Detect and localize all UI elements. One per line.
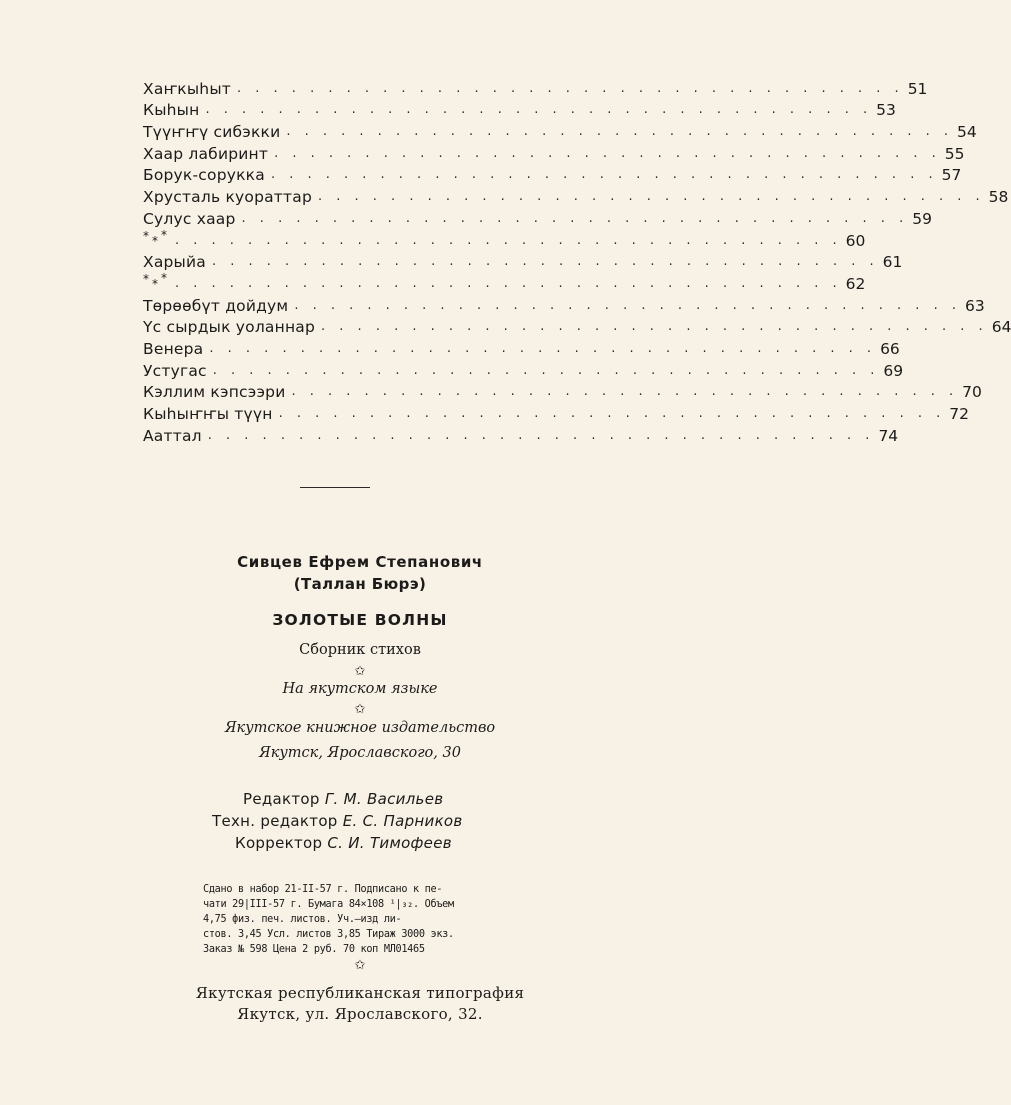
credit-tech-editor (212, 812, 463, 830)
toc-entry-title: Үс сырдык уоланнар (143, 318, 316, 337)
asterism-icon: * * * (143, 270, 168, 291)
credit-person: С. И. Тимофеев (327, 834, 452, 852)
toc-entry (143, 315, 1011, 337)
toc-entry-title: Сулус хаар (143, 209, 236, 228)
toc-leader-dots: . . . . . . . . . . . . . . . . . . . . . . . . . . . . . . . . . . . . . (212, 362, 880, 378)
star-icon: ✩ (354, 664, 366, 679)
toc-leader-dots: . . . . . . . . . . . . . . . . . . . . . . . . . . . . . . . . . . . . . (241, 210, 909, 226)
toc-entry-title (143, 227, 175, 250)
toc-entry-title: Кэллим кэпсээри (143, 383, 286, 402)
toc-entry-title: Кыһыҥҥы түүн (143, 405, 273, 423)
credit-person: Е. С. Парников (342, 812, 463, 830)
toc-entry-page: 69 (883, 361, 904, 380)
toc-entry-page: 54 (957, 123, 977, 142)
toc-entry (143, 401, 969, 423)
toc-leader-dots: . . . . . . . . . . . . . . . . . . . . . . . . . . . . . . . . . . . . . (175, 275, 842, 291)
book-genre: Сборник стихов (299, 642, 421, 658)
toc-entry-title: Хрусталь куораттар (143, 188, 312, 207)
publisher-name: Якутское книжное издательство (224, 720, 496, 736)
printing-details (203, 882, 493, 957)
toc-entry-title: Борук-сорукка (143, 166, 265, 185)
toc-entry-title: Түүҥҥү сибэкки (143, 123, 281, 142)
toc-leader-dots: . . . . . . . . . . . . . . . . . . . . . . . . . . . . . . . . . . . . . (209, 340, 877, 356)
asterism-icon: * * * (143, 227, 168, 248)
toc-entry-page: 53 (876, 101, 896, 120)
toc-entry-page: 63 (964, 296, 985, 315)
toc-entry (143, 423, 899, 445)
toc-leader-dots: . . . . . . . . . . . . . . . . . . . . . . . . . . . . . . . . . . . . . (294, 297, 961, 313)
toc-entry-page: 51 (907, 79, 928, 98)
author-name: Сивцев Ефрем Степанович (237, 553, 483, 571)
star-icon: ✩ (354, 958, 366, 973)
toc-entry-title: Кыһын (143, 101, 200, 120)
printing-line: 4,75 физ. печ. листов. Уч.—изд ли- (203, 914, 402, 925)
printing-line: чати 29|III-57 г. Бумага 84×108 ¹|₃₂. Объем (203, 899, 454, 910)
credit-role: Корректор (235, 834, 323, 852)
toc-leader-dots: . . . . . . . . . . . . . . . . . . . . . . . . . . . . . . . . . . . . . (207, 427, 875, 443)
printing-line: Сдано в набор 21-II-57 г. Подписано к пе- (203, 884, 443, 895)
book-language: На якутском языке (282, 681, 438, 697)
toc-entry-title: Устугас (143, 361, 207, 380)
toc-entry-page: 72 (949, 405, 969, 423)
toc-entry-title: Хаҥкыһыт (143, 79, 232, 98)
toc-entry-page: 66 (880, 339, 900, 358)
star-icon: ✩ (354, 702, 366, 717)
toc-entry-page: 62 (845, 274, 866, 293)
toc-entry-title: Төрөөбүт дойдум (143, 296, 289, 315)
printing-line: Заказ № 598 Цена 2 руб. 70 коп МЛ01465 (203, 944, 425, 955)
toc-entry-page: 60 (845, 231, 866, 250)
author-pseudonym: (Таллан Бюрэ) (293, 575, 427, 593)
table-of-contents (143, 76, 1011, 445)
toc-leader-dots: . . . . . . . . . . . . . . . . . . . . . . . . . . . . . . . . . . . . . (237, 80, 904, 96)
credit-person: Г. М. Васильев (324, 790, 444, 808)
toc-entry (143, 163, 962, 185)
toc-entry-title: Венера (143, 339, 204, 358)
toc-entry-title: Хаар лабиринт (143, 144, 269, 163)
toc-entry-page: 55 (944, 144, 965, 163)
toc-entry-page: 64 (991, 318, 1011, 337)
toc-entry-title: Харыйа (143, 253, 206, 272)
toc-entry (143, 141, 965, 163)
printer-address: Якутск, ул. Ярославского, 32. (237, 1005, 483, 1023)
toc-entry-title: Ааттал (143, 426, 202, 445)
toc-leader-dots: . . . . . . . . . . . . . . . . . . . . . . . . . . . . . . . . . . . . . (211, 254, 879, 270)
toc-entry (143, 336, 900, 358)
section-divider (300, 487, 370, 488)
toc-entry (143, 270, 866, 293)
toc-entry-page: 59 (912, 209, 932, 228)
toc-leader-dots: . . . . . . . . . . . . . . . . . . . . . . . . . . . . . . . . . . . . . (321, 319, 988, 335)
toc-entry-page: 58 (988, 188, 1009, 207)
toc-entry (143, 76, 928, 98)
toc-entry (143, 184, 1009, 207)
toc-leader-dots: . . . . . . . . . . . . . . . . . . . . . . . . . . . . . . . . . . . . . (274, 145, 941, 161)
book-title: ЗОЛОТЫЕ ВОЛНЫ (272, 611, 448, 629)
credit-proofreader (235, 834, 452, 852)
toc-entry (143, 119, 977, 142)
toc-entry (143, 293, 985, 315)
credit-role: Редактор (243, 790, 320, 808)
toc-leader-dots: . . . . . . . . . . . . . . . . . . . . . . . . . . . . . . . . . . . . . (270, 167, 938, 183)
toc-leader-dots: . . . . . . . . . . . . . . . . . . . . . . . . . . . . . . . . . . . . . (286, 124, 954, 140)
publisher-address: Якутск, Ярославского, 30 (259, 745, 461, 761)
toc-leader-dots: . . . . . . . . . . . . . . . . . . . . . . . . . . . . . . . . . . . . . (205, 102, 873, 118)
toc-leader-dots: . . . . . . . . . . . . . . . . . . . . . . . . . . . . . . . . . . . . . (175, 232, 842, 248)
credit-editor (243, 790, 443, 808)
credit-role: Техн. редактор (212, 812, 338, 830)
printer-name: Якутская республиканская типография (195, 984, 525, 1002)
printing-line: стов. 3,45 Усл. листов 3,85 Тираж 3000 экз. (203, 929, 454, 940)
toc-leader-dots: . . . . . . . . . . . . . . . . . . . . . . . . . . . . . . . . . . . . . (278, 406, 946, 421)
toc-entry (143, 206, 932, 228)
toc-entry-page: 57 (941, 166, 962, 185)
toc-entry-title (143, 270, 175, 293)
toc-entry (143, 250, 903, 272)
toc-entry (143, 98, 896, 120)
toc-entry-page: 74 (878, 426, 899, 445)
toc-entry (143, 380, 982, 402)
toc-leader-dots: . . . . . . . . . . . . . . . . . . . . . . . . . . . . . . . . . . . . . (291, 384, 959, 400)
toc-entry (143, 358, 904, 380)
toc-entry (143, 227, 866, 250)
toc-entry-page: 70 (962, 383, 982, 402)
toc-leader-dots: . . . . . . . . . . . . . . . . . . . . . . . . . . . . . . . . . . . . . (318, 189, 985, 205)
toc-entry-page: 61 (882, 253, 903, 272)
